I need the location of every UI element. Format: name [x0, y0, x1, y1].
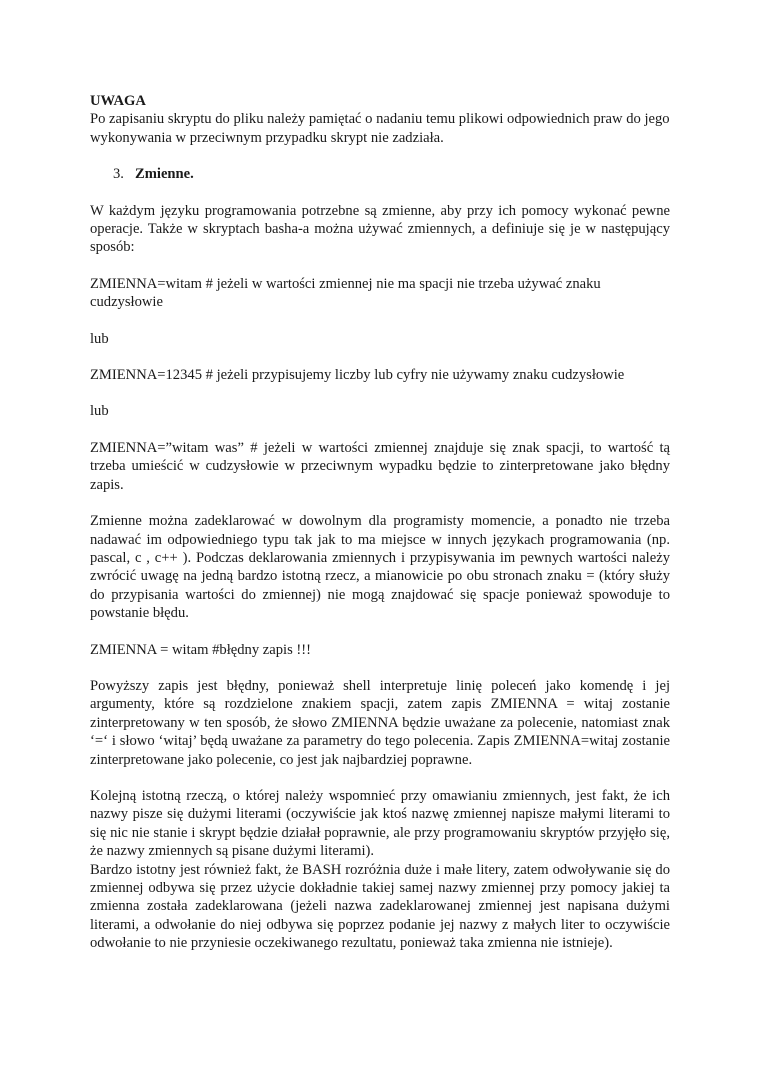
or-separator: lub — [90, 330, 109, 347]
section-heading — [90, 165, 670, 183]
example-quoted-string: ZMIENNA=”witam was” # jeżeli w wartości zmiennej znajduje się znak spacji, to wartość tą trzeba umieścić w cudzysłowie w przeciwnym wypadku będzie to zinterpretowane jako błędny zapis. — [90, 439, 670, 493]
case-sensitivity-paragraph: Bardzo istotny jest również fakt, że BASH rozróżnia duże i małe litery, zatem odwoływanie się do zmiennej odbywa się przez użycie dokładnie takiej samej nazwy zmiennej przy pomocy jakiej ta zmienna została zadeklarowana (jeżeli nazwa zadeklarowanej zmiennej jest napisana dużymi literami, a odwołanie do niej odbywa się poprzez podanie jej nazwy z małych liter to oczywiście odwołanie to nie przyniesie oczekiwanego rezultatu, ponieważ taka zmienna nie istnieje). — [90, 861, 670, 952]
example-number: ZMIENNA=12345 # jeżeli przypisujemy liczby lub cyfry nie używamy znaku cudzysłowie — [90, 367, 625, 384]
uppercase-paragraph: Kolejną istotną rzeczą, o której należy wspomnieć przy omawianiu zmiennych, jest fakt, że ich nazwy pisze się dużymi literami (oczywiście jak ktoś nazwę zmiennej napisze małymi literami to się nic nie stanie i skrypt będzie działał poprawnie, ale przy programowaniu skryptów przyjęło się, że nazwy zmiennych są pisane dużymi literami). — [90, 787, 670, 860]
document-page — [90, 92, 670, 953]
section-title: Zmienne. — [135, 166, 194, 183]
declaration-paragraph: Zmienne można zadeklarować w dowolnym dla programisty momencie, a ponadto nie trzeba nadawać im odpowiedniego typu tak jak to ma miejsce w innych językach programowania (np. pascal, c , c++ ). Podczas deklarowania zmiennych i przypisywania im pewnych wartości należy zwrócić uwagę na jedną bardzo istotną rzecz, a mianowicie po obu stronach znaku = (który służy do przypisania wartości do zmiennej) nie mogą znajdować się spacje ponieważ spowoduje to powstanie błędu. — [90, 513, 670, 622]
explanation-paragraph: Powyższy zapis jest błędny, ponieważ shell interpretuje linię poleceń jako komendę i jej argumenty, które są rozdzielone znakiem spacji, zatem zapis ZMIENNA = witaj zostanie zinterpretowany w ten sposób, że słowo ZMIENNA będzie uważane za polecenie, natomiast znak ‘=‘ i słowo ‘witaj’ będą uważane za parametry do tego polecenia. Zapis ZMIENNA=witaj zostanie zinterpretowane jako polecenie, co jest jak najbardziej poprawne. — [90, 677, 670, 768]
warning-text: Po zapisaniu skryptu do pliku należy pamiętać o nadaniu temu plikowi odpowiednich praw do jego wykonywania w przeciwnym przypadku skrypt nie zadziała. — [90, 111, 670, 146]
section-number: 3. — [113, 166, 124, 183]
wrong-example: ZMIENNA = witam #błędny zapis !!! — [90, 641, 312, 658]
intro-paragraph: W każdym języku programowania potrzebne są zmienne, aby przy ich pomocy wykonać pewne operacje. Także w skryptach basha-a można używać zmiennych, a definiuje się je w następujący sposób: — [90, 202, 670, 256]
warning-title: UWAGA — [90, 93, 146, 109]
or-separator: lub — [90, 403, 109, 420]
example-plain-string: ZMIENNA=witam # jeżeli w wartości zmiennej nie ma spacji nie trzeba używać znaku cudzysłowie — [90, 275, 601, 311]
